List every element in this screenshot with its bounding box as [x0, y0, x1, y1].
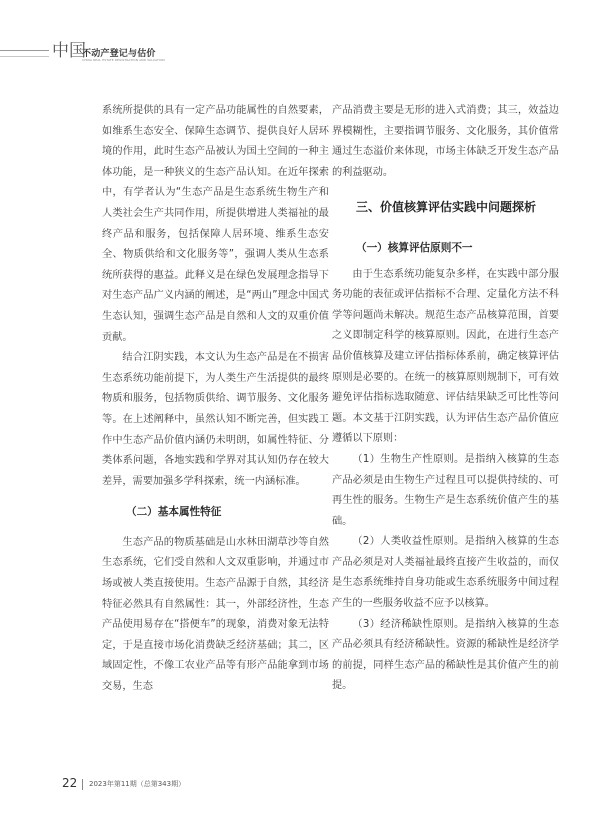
journal-logo-icon — [50, 34, 86, 64]
principle-economic-scarcity: （3）经济稀缺性原则。是指纳入核算的生态产品必须具有经济稀缺性。资源的稀缺性是经济学的前提，同样生态产品的稀缺性是其价值产生的前提。 — [332, 618, 559, 692]
right-paragraph-1: 产品消费主要是无形的进入式消费；其三，效益边界模糊性，主要指调节服务、文化服务，其价值常通过生态溢价来体现，市场主体缺乏开发生态产品的利益驱动。 — [332, 105, 559, 178]
issue-info: 2023年第11期（总第343期） — [89, 780, 186, 788]
left-paragraph-2: 结合江阴实践，本文认为生态产品是在不损害生态系统功能前提下，为人类生产生活提供的最终物质和服务，包括物质供给、调节服务、文化服务等。在上述阐释中，虽然认知不断完善，但实践工作中生态产品价值内涵仍未明朗，如属性特征、分类体系问题，各地实践和学界对其认知仍存在较大差异，需要加强多学科探索，统一内涵标准。 — [102, 352, 329, 487]
page-footer — [0, 772, 612, 802]
journal-logo-text: 中国 — [52, 41, 86, 61]
page-header — [0, 0, 612, 90]
right-paragraph-2: 由于生态系统功能复杂多样，在实践中部分服务功能的表征或评估指标不合理、定量化方法不科学等问题尚未解决。规范生态产品核算范围，首要之义即制定科学的核算原则。因此，在进行生态产品价值核算及建立评估指标体系前，确定核算评估原则是必要的。在统一的核算原则规制下，可有效避免评估指标选取随意、评估结果缺乏可比性等问题。本文基于江阴实践，认为评估生态产品价值应遵循以下原则： — [332, 268, 559, 445]
left-column — [102, 101, 329, 698]
principle-biological-production: （1）生物生产性原则。是指纳入核算的生态产品必须是由生物生产过程且可以提供持续的、可再生性的服务。生物生产是生态系统价值产生的基础。 — [332, 453, 559, 527]
section-heading-3: 三、价值核算评估实践中问题探析 — [356, 200, 537, 215]
journal-brand-subtitle: CHINA REAL ESTATE REGISTRATION AND VALUATION — [82, 58, 165, 62]
right-column — [332, 101, 559, 697]
footer-divider — [82, 779, 83, 790]
left-paragraph-1: 系统所提供的具有一定产品功能属性的自然要素，如维系生态安全、保障生态调节、提供良好人居环境的作用，此时生态产品被认为国土空间的一种主体功能，是一种狭义的生态产品认知。在近年探索中，有学者认为“生态产品是生态系统生物生产和人类社会生产共同作用，所提供增进人类福祉的最终产品和服务，包括保障人居环境、维系生态安全、物质供给和文化服务等”，强调人类从生态系统所获得的惠益。此释义是在绿色发展理念指导下对生态产品广义内涵的阐述，是“两山”理念中国式生态认知，强调生态产品是自然和人文的双重价值贡献。 — [102, 105, 329, 343]
subsection-heading-principles: （一）核算评估原则不一 — [356, 241, 473, 254]
page-number: 22 — [62, 776, 78, 790]
left-paragraph-3: 生态产品的物质基础是山水林田湖草沙等自然生态系统，它们受自然和人文双重影响，并通过市场或被人类直接使用。生态产品源于自然，其经济特征必然具有自然属性：其一，外部经济性，生态产品使用易存在“搭便车”的现象，消费对象无法特定，于是直接市场化消费缺乏经济基础；其二，区域固定性，不像工农业产品等有形产品能拿到市场交易，生态 — [102, 536, 329, 693]
journal-brand: 不动产登记与估价 — [82, 49, 156, 59]
header-rule — [0, 50, 49, 51]
header-rule-secondary — [0, 56, 49, 57]
subsection-heading-basic-attributes: （二）基本属性特征 — [126, 506, 222, 519]
principle-human-benefit: （2）人类收益性原则。是指纳入核算的生态产品必须是对人类福祉最终直接产生收益的，而仅是生态系统维持自身功能或生态系统服务中间过程产生的一些服务收益不应予以核算。 — [332, 536, 559, 610]
